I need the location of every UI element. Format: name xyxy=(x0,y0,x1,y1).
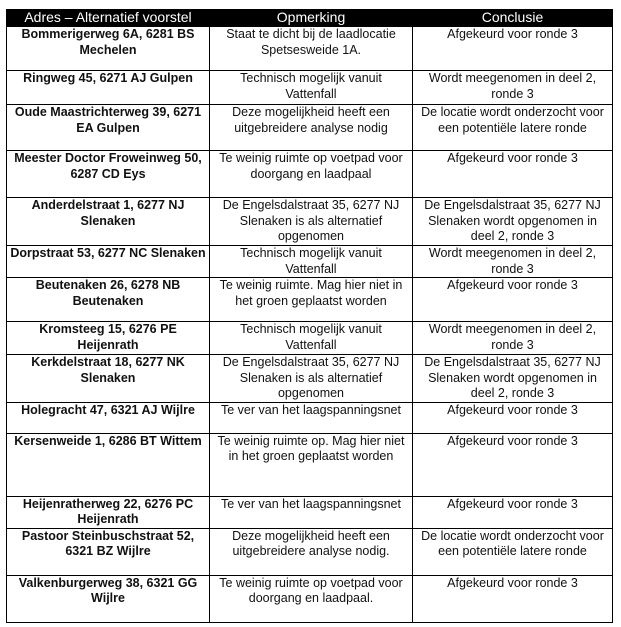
cell-conclusie: Afgekeurd voor ronde 3 xyxy=(413,151,613,198)
alternatives-table xyxy=(6,9,613,623)
cell-opmerking: Te weinig ruimte op voetpad voor doorgang en laadpaal. xyxy=(210,575,413,622)
cell-conclusie: Afgekeurd voor ronde 3 xyxy=(413,27,613,71)
table-row xyxy=(7,105,613,151)
cell-adres: Bommerigerweg 6A, 6281 BS Mechelen xyxy=(7,27,210,71)
cell-opmerking: Technisch mogelijk vanuit Vattenfall xyxy=(210,71,413,105)
cell-adres: Meester Doctor Froweinweg 50, 6287 CD Eys xyxy=(7,151,210,198)
cell-adres: Anderdelstraat 1, 6277 NJ Slenaken xyxy=(7,198,210,246)
cell-conclusie: Afgekeurd voor ronde 3 xyxy=(413,278,613,322)
cell-adres: Valkenburgerweg 38, 6321 GG Wijlre xyxy=(7,575,210,622)
cell-opmerking: Te weinig ruimte op voetpad voor doorgang en laadpaal xyxy=(210,151,413,198)
cell-conclusie: De Engelsdalstraat 35, 6277 NJ Slenaken wordt opgenomen in deel 2, ronde 3 xyxy=(413,198,613,246)
table-header-row xyxy=(7,9,613,27)
table-row xyxy=(7,246,613,278)
table-row xyxy=(7,151,613,198)
cell-conclusie: Wordt meegenomen in deel 2, ronde 3 xyxy=(413,71,613,105)
cell-opmerking: Deze mogelijkheid heeft een uitgebreidere analyse nodig xyxy=(210,105,413,151)
table-row xyxy=(7,71,613,105)
cell-opmerking: Te weinig ruimte. Mag hier niet in het groen geplaatst worden xyxy=(210,278,413,322)
cell-opmerking: De Engelsdalstraat 35, 6277 NJ Slenaken is als alternatief opgenomen xyxy=(210,355,413,403)
cell-adres: Kromsteeg 15, 6276 PE Heijenrath xyxy=(7,322,210,355)
cell-opmerking: Technisch mogelijk vanuit Vattenfall xyxy=(210,246,413,278)
cell-adres: Kersenweide 1, 6286 BT Wittem xyxy=(7,433,210,496)
cell-conclusie: De locatie wordt onderzocht voor een potentiële latere ronde xyxy=(413,105,613,151)
column-header-adres: Adres – Alternatief voorstel xyxy=(7,9,210,27)
cell-conclusie: Afgekeurd voor ronde 3 xyxy=(413,433,613,496)
cell-opmerking: Deze mogelijkheid heeft een uitgebreidere analyse nodig. xyxy=(210,528,413,575)
table-row xyxy=(7,433,613,496)
cell-opmerking: Te ver van het laagspanningsnet xyxy=(210,496,413,528)
table-row xyxy=(7,528,613,575)
cell-adres: Beutenaken 26, 6278 NB Beutenaken xyxy=(7,278,210,322)
column-header-opmerking: Opmerking xyxy=(210,9,413,27)
table-row xyxy=(7,27,613,71)
cell-opmerking: Te ver van het laagspanningsnet xyxy=(210,402,413,433)
cell-opmerking: Staat te dicht bij de laadlocatie Spetsesweide 1A. xyxy=(210,27,413,71)
cell-adres: Dorpstraat 53, 6277 NC Slenaken xyxy=(7,246,210,278)
table-row xyxy=(7,575,613,622)
cell-adres: Heijenratherweg 22, 6276 PC Heijenrath xyxy=(7,496,210,528)
cell-conclusie: De Engelsdalstraat 35, 6277 NJ Slenaken wordt opgenomen in deel 2, ronde 3 xyxy=(413,355,613,403)
cell-conclusie: Afgekeurd voor ronde 3 xyxy=(413,402,613,433)
cell-opmerking: Technisch mogelijk vanuit Vattenfall xyxy=(210,322,413,355)
cell-conclusie: Wordt meegenomen in deel 2, ronde 3 xyxy=(413,246,613,278)
table-row xyxy=(7,198,613,246)
table-row xyxy=(7,322,613,355)
cell-conclusie: De locatie wordt onderzocht voor een potentiële latere ronde xyxy=(413,528,613,575)
cell-opmerking: De Engelsdalstraat 35, 6277 NJ Slenaken is als alternatief opgenomen xyxy=(210,198,413,246)
cell-adres: Pastoor Steinbuschstraat 52, 6321 BZ Wijlre xyxy=(7,528,210,575)
cell-adres: Kerkdelstraat 18, 6277 NK Slenaken xyxy=(7,355,210,403)
cell-adres: Oude Maastrichterweg 39, 6271 EA Gulpen xyxy=(7,105,210,151)
table-row xyxy=(7,355,613,403)
cell-adres: Ringweg 45, 6271 AJ Gulpen xyxy=(7,71,210,105)
table-row xyxy=(7,496,613,528)
cell-conclusie: Afgekeurd voor ronde 3 xyxy=(413,575,613,622)
cell-conclusie: Afgekeurd voor ronde 3 xyxy=(413,496,613,528)
cell-conclusie: Wordt meegenomen in deel 2, ronde 3 xyxy=(413,322,613,355)
cell-opmerking: Te weinig ruimte op. Mag hier niet in het groen geplaatst worden xyxy=(210,433,413,496)
table-row xyxy=(7,402,613,433)
cell-adres: Holegracht 47, 6321 AJ Wijlre xyxy=(7,402,210,433)
column-header-conclusie: Conclusie xyxy=(413,9,613,27)
table-row xyxy=(7,278,613,322)
